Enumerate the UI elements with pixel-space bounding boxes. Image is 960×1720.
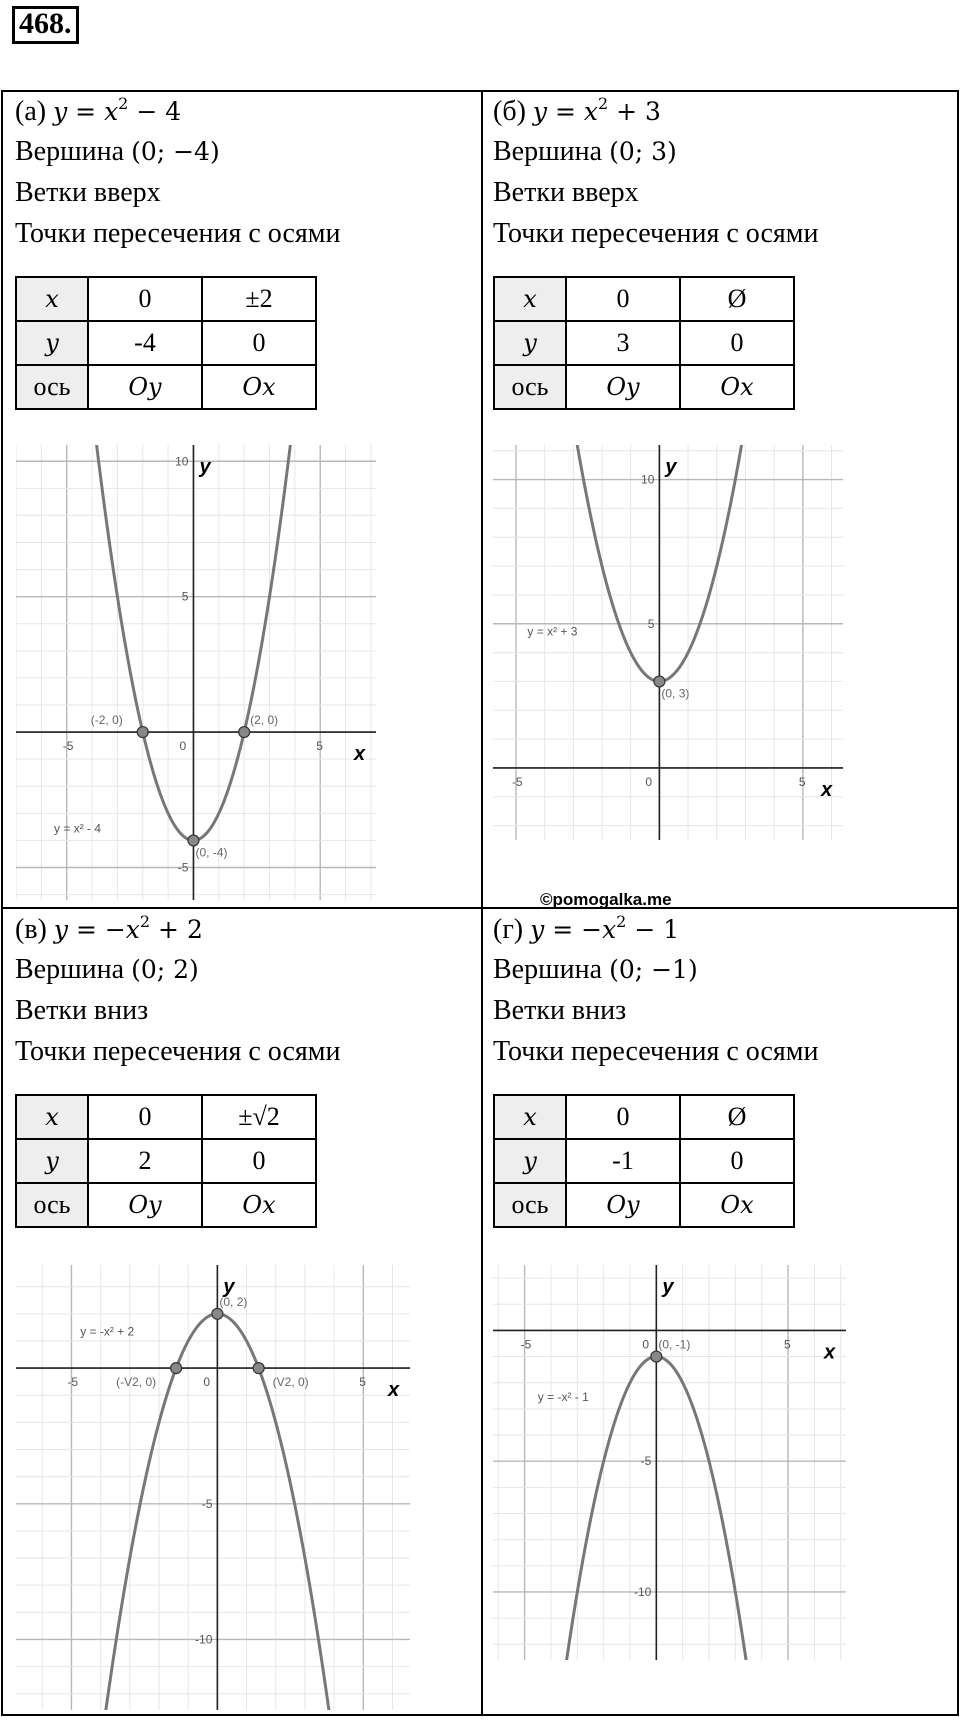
table-header-text: y [523,329,537,357]
y-tick-label: 10 [641,472,655,487]
table-cell [202,321,316,365]
point-label: (0, 2) [219,1294,248,1309]
parabola-chart [16,445,376,900]
table-row [494,365,794,409]
table-cell [566,1183,680,1227]
table-cell-text: 0 [252,328,266,357]
parabola-curve [16,1314,410,1710]
table-cell [202,1183,316,1227]
table-row-header [16,365,88,409]
panel-label: (в) [15,914,47,945]
data-point [651,1351,662,1362]
x-axis-label: x [388,1379,400,1402]
intersections-line: Точки пересечения с осями [493,1036,819,1067]
formula-eq: = [75,97,97,126]
table-cell-text: 0 [616,1102,630,1131]
table-row-header [494,365,566,409]
vertex-line [493,954,698,986]
formula-line [15,93,182,128]
table-cell [88,321,202,365]
x-tick-label: 5 [359,1375,366,1390]
vertex-label: Вершина [15,954,125,985]
branches-line: Ветки вверх [493,177,639,208]
table-cell-text: Ox [242,373,276,401]
branches-line: Ветки вниз [15,995,149,1026]
table-header-text: x [523,285,537,313]
table-row [494,321,794,365]
table-row [16,1183,316,1227]
table-header-text: ось [511,372,549,401]
table-row-header [494,1183,566,1227]
formula-eq: = [552,915,574,944]
table-cell-text: -4 [134,328,156,357]
panel-label: (г) [493,914,524,945]
table-cell-text: 2 [138,1146,152,1175]
table-cell-text: Ø [727,1102,747,1131]
table-header-text: ось [33,1190,71,1219]
formula-sign: + [616,97,638,126]
point-label: (-V2, 0) [116,1375,157,1390]
table-cell [566,1139,680,1183]
vertex-value: (0; −4) [131,137,220,166]
formula [532,93,661,126]
vertex-line [493,136,677,168]
formula-constant: 4 [165,97,182,126]
table-cell [680,321,794,365]
x-tick-label: 5 [316,739,323,754]
table-row [494,277,794,321]
formula-sign: + [158,915,179,944]
table-cell [202,365,316,409]
x-tick-label: -5 [62,739,74,754]
vertex-value: (0; 3) [609,137,677,166]
table-row-header [494,277,566,321]
vertex-label: Вершина [493,954,603,985]
formula-var: x [104,97,119,126]
formula-exponent: 2 [616,911,627,931]
watermark: ©pomogalka.me [540,890,672,909]
table-cell-text: Ox [720,1191,754,1219]
formula-lhs: y [53,97,68,126]
point-label: (0, -1) [658,1337,691,1352]
equation-label: y = -x² + 2 [80,1324,135,1339]
parabola-curve [493,445,843,681]
table-row-header [494,1095,566,1139]
table-row-header [16,321,88,365]
x-axis-label: x [354,743,366,766]
table-header-text: x [523,1103,537,1131]
table-cell-text: 3 [616,328,630,357]
table-row-header [494,321,566,365]
problem-number: 468. [12,6,79,44]
x-tick-label: 5 [798,774,806,789]
equation-label: y = x² - 4 [54,821,102,836]
table-row-header [16,1095,88,1139]
point-label: (0, -4) [195,845,228,860]
table-cell-text: 0 [138,284,152,313]
table-cell-text: Ø [727,284,747,313]
equation-label: y = x² + 3 [527,624,578,639]
table-header-text: x [45,1103,59,1131]
formula-exponent: 2 [139,911,151,931]
table-cell [566,365,680,409]
table-row [16,1139,316,1183]
table-row-header [494,1139,566,1183]
table-cell-text: Oy [606,1191,640,1219]
table-row-header [16,277,88,321]
formula-constant: 3 [645,97,661,126]
equation-label: y = -x² - 1 [537,1390,589,1405]
table-cell [88,365,202,409]
vertex-label: Вершина [493,136,603,167]
y-tick-label: 5 [181,589,189,604]
table-cell-text: 0 [730,328,744,357]
formula-var: x [583,97,598,126]
point-label: (-2, 0) [90,713,123,728]
table-row [494,1139,794,1183]
table-cell [88,1139,202,1183]
vertex-value: (0; 2) [131,955,199,984]
table-header-text: x [45,285,59,313]
table-row [494,1095,794,1139]
values-table [15,1094,317,1228]
branches-line: Ветки вверх [15,177,161,208]
table-cell [202,1139,316,1183]
formula-lhs: y [532,97,548,126]
table-row [16,277,316,321]
formula-line [493,93,661,128]
intersections-line: Точки пересечения с осями [15,218,341,249]
point-label: (V2, 0) [272,1375,309,1390]
table-cell-text: 0 [252,1146,266,1175]
x-axis-label: x [821,778,833,801]
parabola-curve [16,445,376,840]
x-axis-label: x [824,1341,836,1364]
table-cell-text: 0 [730,1146,744,1175]
y-axis-label: y [223,1276,235,1298]
table-header-text: ось [511,1190,549,1219]
table-row [16,1095,316,1139]
y-tick-label: -5 [640,1454,652,1469]
y-tick-label: -10 [633,1584,652,1599]
formula-line [15,911,203,946]
vertex-label: Вершина [15,136,125,167]
data-point [239,727,250,738]
table-row [16,365,316,409]
data-point [171,1363,182,1374]
data-point [137,727,148,738]
x-tick-label: -5 [520,1337,532,1352]
formula-constant: 2 [186,915,203,944]
x-tick-label: -5 [67,1375,79,1390]
data-point [212,1308,223,1319]
table-cell-text: 0 [616,284,630,313]
table-cell [202,1095,316,1139]
table-cell [566,321,680,365]
point-label: (0, 3) [661,686,690,701]
intersections-line: Точки пересечения с осями [15,1036,341,1067]
table-cell-text: ±√2 [238,1102,280,1131]
x-tick-label: 0 [179,739,187,754]
parabola-chart [493,445,843,840]
formula-sign: − [136,97,158,126]
row-divider [3,907,957,909]
values-table [493,276,795,410]
table-cell-text: Ox [720,373,754,401]
table-cell [680,1095,794,1139]
formula-eq: = [554,97,576,126]
formula-var: −x [581,915,617,944]
table-header-text: y [523,1147,537,1175]
table-cell [88,1095,202,1139]
table-cell-text: ±2 [245,284,273,313]
vertex-line [15,954,199,986]
y-tick-label: -5 [201,1496,213,1511]
table-cell [680,1183,794,1227]
formula-exponent: 2 [598,93,609,113]
values-table [493,1094,795,1228]
table-row [16,321,316,365]
table-cell-text: -1 [612,1146,634,1175]
y-axis-label: y [665,456,677,478]
table-row-header [16,1139,88,1183]
formula-eq: = [75,915,97,944]
panel-label: (а) [15,96,47,127]
table-cell-text: Ox [242,1191,276,1219]
x-tick-label: -5 [511,774,523,789]
table-cell [202,277,316,321]
formula-lhs: y [53,915,68,944]
panel-label: (б) [493,96,526,127]
vertex-line [15,136,220,168]
x-tick-label: 0 [645,774,653,789]
vertex-value: (0; −1) [609,955,698,984]
formula [530,911,680,944]
formula [53,911,203,944]
y-tick-label: 10 [175,454,189,469]
table-header-text: y [45,1147,59,1175]
table-cell-text: Oy [606,373,640,401]
y-tick-label: 5 [647,616,655,631]
table-cell [566,1095,680,1139]
branches-line: Ветки вниз [493,995,627,1026]
table-row [494,1183,794,1227]
table-header-text: ось [33,372,71,401]
formula-constant: 1 [663,915,680,944]
y-tick-label: -10 [195,1632,213,1647]
values-table [15,276,317,410]
formula-exponent: 2 [118,93,129,113]
table-cell [680,1139,794,1183]
table-cell [88,1183,202,1227]
y-axis-label: y [199,456,211,478]
y-tick-label: -5 [177,860,189,875]
point-label: (2, 0) [250,713,279,728]
parabola-chart [16,1265,410,1710]
y-axis-label: y [662,1276,674,1298]
data-point [253,1363,264,1374]
formula-var: −x [104,915,140,944]
x-tick-label: 5 [784,1337,791,1352]
x-tick-label: 0 [642,1337,650,1352]
table-row-header [16,1183,88,1227]
table-cell-text: 0 [138,1102,152,1131]
table-cell-text: Oy [128,1191,162,1219]
table-cell [88,277,202,321]
data-point [654,676,665,687]
parabola-chart [493,1265,846,1660]
x-tick-label: 0 [203,1375,211,1390]
table-cell-text: Oy [128,373,162,401]
table-cell [566,277,680,321]
formula-sign: − [634,915,656,944]
formula-line [493,911,680,946]
formula-lhs: y [530,915,545,944]
table-header-text: y [45,329,59,357]
table-cell [680,365,794,409]
formula [53,93,182,126]
table-cell [680,277,794,321]
intersections-line: Точки пересечения с осями [493,218,819,249]
data-point [188,835,199,846]
